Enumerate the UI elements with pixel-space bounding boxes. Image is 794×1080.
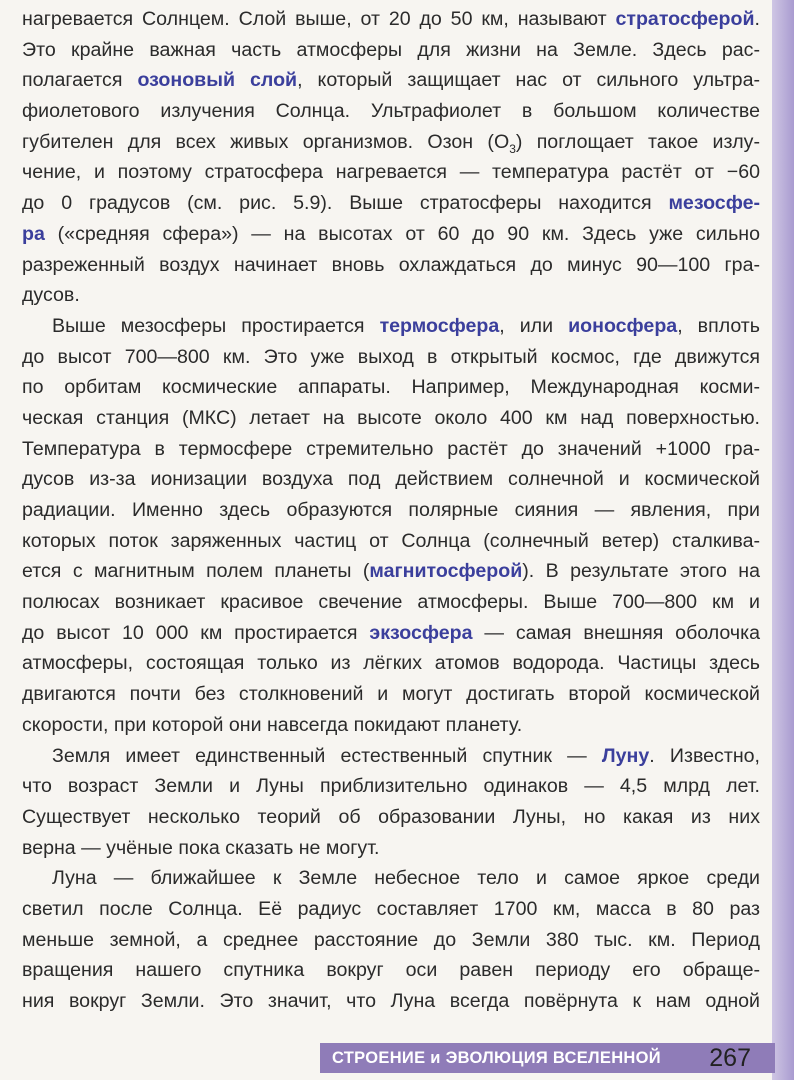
text-line — [22, 833, 760, 864]
text-segment: фиолетового излучения Солнца. Ультрафиолет в большом количестве — [22, 100, 760, 123]
key-term: термосфера — [379, 314, 500, 337]
text-segment: разреженный воздух начинает вновь охлаждаться до минус 90—100 гра- — [22, 253, 760, 276]
text-line — [22, 802, 760, 833]
text-line — [22, 35, 760, 66]
key-term: экзосфера — [369, 621, 473, 644]
text-segment: дусов. — [22, 284, 80, 307]
text-line — [22, 771, 760, 802]
text-segment: («средняя сфера») — на высотах от 60 до 90 км. Здесь уже сильно — [44, 222, 760, 245]
text-line — [22, 495, 760, 526]
text-segment: что возраст Земли и Луны приблизительно одинаков — 4,5 млрд лет. — [22, 775, 760, 798]
text-segment: двигаются почти без столкновений и могут достигать второй космической — [22, 683, 760, 706]
body-text — [22, 4, 760, 1017]
text-segment: , который защищает нас от сильного ультра- — [297, 69, 760, 92]
text-segment: губителен для всех живых организмов. Озон (O — [22, 130, 510, 153]
text-line — [22, 556, 760, 587]
footer-bar — [320, 1043, 775, 1073]
text-line — [22, 188, 760, 219]
text-line — [22, 403, 760, 434]
text-line — [22, 986, 760, 1017]
text-line — [22, 925, 760, 956]
text-line — [22, 894, 760, 925]
text-line — [22, 311, 760, 342]
text-segment: по орбитам космические аппараты. Например, Международная косми- — [22, 376, 760, 399]
text-segment: скорости, при которой они навсегда покидают планету. — [22, 713, 523, 736]
text-segment: верна — учёные пока сказать не могут. — [22, 836, 380, 859]
key-term: Луну — [601, 744, 650, 767]
text-segment: дусов из-за ионизации воздуха под действием солнечной и космической — [22, 468, 760, 491]
text-segment: атмосферы, состоящая только из лёгких атомов водорода. Частицы здесь — [22, 652, 760, 675]
text-line — [22, 219, 760, 250]
text-line — [22, 710, 760, 741]
text-segment: до высот 10 000 км простирается — [22, 621, 370, 644]
text-line — [22, 863, 760, 894]
text-segment: , вплоть — [677, 314, 760, 337]
text-segment: Существует несколько теорий об образовании Луны, но какая из них — [22, 805, 760, 828]
text-segment: до 0 градусов (см. рис. 5.9). Выше стратосферы находится — [22, 192, 669, 215]
page-edge-strip — [772, 0, 794, 1080]
text-line — [22, 250, 760, 281]
text-line — [22, 464, 760, 495]
text-line — [22, 648, 760, 679]
text-line — [22, 434, 760, 465]
text-segment: светил после Солнца. Её радиус составляет 1700 км, масса в 80 раз — [22, 897, 760, 920]
section-title: СТРОЕНИЕ и ЭВОЛЮЦИЯ ВСЕЛЕННОЙ — [332, 1049, 661, 1067]
subscript: 3 — [509, 141, 516, 156]
text-segment: до высот 700—800 км. Это уже выход в открытый космос, где движутся — [22, 345, 760, 368]
text-segment: полагается — [22, 69, 138, 92]
text-segment: которых поток заряженных частиц от Солнца (солнечный ветер) сталкива- — [22, 529, 760, 552]
text-segment: ется с магнитным полем планеты ( — [22, 560, 370, 583]
key-term: стратосферой — [615, 8, 755, 30]
text-line — [22, 4, 760, 35]
text-line — [22, 65, 760, 96]
text-segment: вращения нашего спутника вокруг оси равен периоду его обраще- — [22, 959, 760, 982]
text-segment: ческая станция (МКС) летает на высоте около 400 км над поверхностью. — [22, 406, 760, 429]
text-line — [22, 372, 760, 403]
key-term: мезосфе- — [668, 192, 760, 215]
text-line — [22, 618, 760, 649]
key-term: ионосфера — [568, 314, 678, 337]
key-term: озоновый слой — [137, 69, 298, 92]
text-line — [22, 741, 760, 772]
text-segment: Это крайне важная часть атмосферы для жизни на Земле. Здесь рас- — [22, 38, 760, 61]
text-segment: , или — [499, 314, 569, 337]
text-segment: Луна — ближайшее к Земле небесное тело и самое яркое среди — [52, 867, 760, 890]
text-line — [22, 157, 760, 188]
text-line — [22, 955, 760, 986]
text-segment: радиации. Именно здесь образуются полярные сияния — явления, при — [22, 499, 760, 521]
text-line — [22, 679, 760, 710]
text-segment: Земля имеет единственный естественный спутник — — [52, 744, 602, 767]
text-line — [22, 280, 760, 311]
key-term: ра — [22, 222, 45, 245]
text-segment: — самая внешняя оболочка — [472, 621, 760, 644]
text-line — [22, 96, 760, 127]
text-line — [22, 127, 760, 158]
text-line — [22, 526, 760, 557]
text-segment: Выше мезосферы простирается — [52, 314, 380, 337]
text-segment: нагревается Солнцем. Слой выше, от 20 до 50 км, называют — [22, 8, 616, 30]
text-line — [22, 587, 760, 618]
page-number: 267 — [709, 1044, 751, 1072]
text-segment: меньше земной, а среднее расстояние до Земли 380 тыс. км. Период — [22, 928, 760, 951]
text-segment: . — [754, 8, 760, 30]
text-line — [22, 342, 760, 373]
text-segment: чение, и поэтому стратосфера нагревается — температура растёт от −60 — [22, 161, 760, 184]
text-segment: ). В результате этого на — [522, 560, 760, 583]
text-segment: Температура в термосфере стремительно растёт до значений +1000 гра- — [22, 437, 760, 460]
text-segment: ния вокруг Земли. Это значит, что Луна всегда повёрнута к нам одной — [22, 990, 760, 1012]
key-term: магнитосферой — [369, 560, 523, 583]
text-segment: полюсах возникает красивое свечение атмосферы. Выше 700—800 км и — [22, 591, 760, 614]
text-segment: ) поглощает такое излу- — [515, 130, 760, 153]
text-segment: . Известно, — [649, 744, 760, 767]
